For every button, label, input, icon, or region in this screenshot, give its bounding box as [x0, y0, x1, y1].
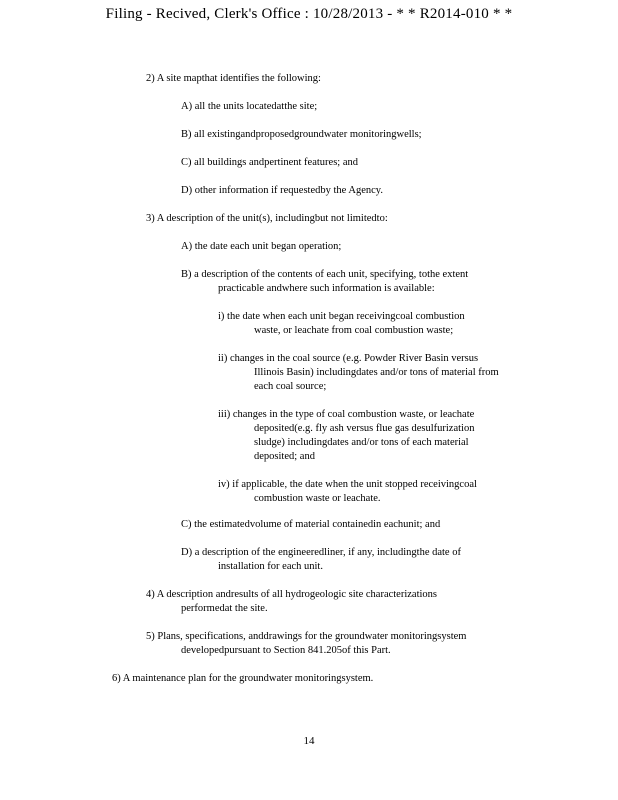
item-3b-i-cont: waste, or leachate from coal combustion waste;: [254, 325, 454, 336]
item-3b-i: i) the date when each unit began receivingcoal combustion: [218, 311, 465, 322]
item-3b-iii-cont1: deposited(e.g. fly ash versus flue gas desulfurization: [254, 423, 475, 434]
item-3b-ii: ii) changes in the coal source (e.g. Powder River Basin versus: [218, 353, 479, 364]
item-3b-iii-cont2: sludge) includingdates and/or tons of each material: [254, 437, 469, 448]
item-3: 3) A description of the unit(s), includingbut not limitedto:: [146, 213, 388, 224]
item-2a: A) all the units locatedatthe site;: [181, 101, 318, 112]
item-3b-ii-cont1: Illinois Basin) includingdates and/or tons of material from: [254, 367, 499, 378]
item-4: 4) A description andresults of all hydrogeologic site characterizations: [146, 589, 437, 600]
item-3b-iv: iv) if applicable, the date when the unit stopped receivingcoal: [218, 479, 477, 490]
item-3b-iii: iii) changes in the type of coal combustion waste, or leachate: [218, 409, 475, 420]
page-number: 14: [303, 735, 315, 747]
item-3a: A) the date each unit began operation;: [181, 241, 342, 252]
item-5-cont: developedpursuant to Section 841.205of this Part.: [181, 645, 391, 656]
item-3d-cont: installation for each unit.: [218, 561, 323, 572]
filing-header: Filing - Recived, Clerk's Office : 10/28/2013 - * * R2014-010 * *: [105, 6, 513, 22]
item-2b: B) all existingandproposedgroundwater monitoringwells;: [181, 129, 422, 140]
item-2: 2) A site mapthat identifies the following:: [146, 73, 321, 84]
item-3b-iii-cont3: deposited; and: [254, 451, 315, 462]
item-5: 5) Plans, specifications, anddrawings for the groundwater monitoringsystem: [146, 631, 467, 642]
item-3d: D) a description of the engineeredliner, if any, includingthe date of: [181, 547, 461, 558]
item-4-cont: performedat the site.: [181, 603, 268, 614]
item-3b: B) a description of the contents of each unit, specifying, tothe extent: [181, 269, 469, 280]
item-3c: C) the estimatedvolume of material containedin eachunit; and: [181, 519, 441, 530]
item-2c: C) all buildings andpertinent features; and: [181, 157, 358, 168]
item-3b-cont: practicable andwhere such information is available:: [218, 283, 435, 294]
item-3b-iv-cont: combustion waste or leachate.: [254, 493, 381, 504]
item-2d: D) other information if requestedby the Agency.: [181, 185, 383, 196]
item-3b-ii-cont2: each coal source;: [254, 381, 327, 392]
item-6: 6) A maintenance plan for the groundwater monitoringsystem.: [112, 673, 374, 684]
